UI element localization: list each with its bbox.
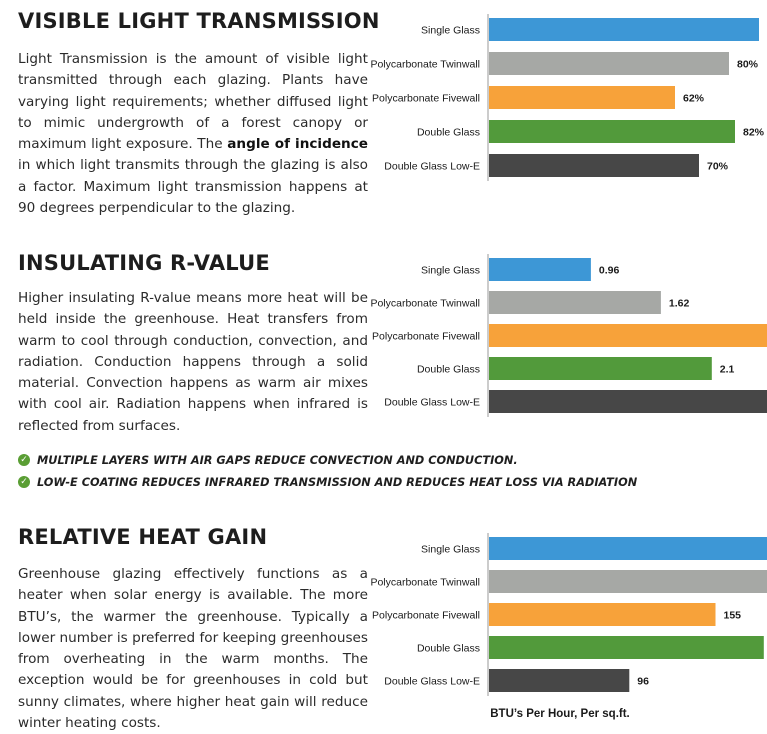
category-label: Double Glass Low-E xyxy=(384,675,480,688)
value-label: 62% xyxy=(683,92,705,105)
category-label: Polycarbonate Fivewall xyxy=(372,609,480,622)
value-label: 80% xyxy=(737,58,759,71)
check-circle-icon: ✓ xyxy=(18,454,30,466)
value-label: 1.62 xyxy=(668,297,690,310)
category-label: Polycarbonate Twinwall xyxy=(370,576,480,589)
category-label: Single Glass xyxy=(421,24,480,37)
category-label: Polycarbonate Fivewall xyxy=(372,92,480,105)
category-label: Double Glass xyxy=(416,126,480,139)
description-text: Light Transmission is the amount of visible light transmitted through each glazing. Plants have varying light requirements; whether diffused light to mimic undergrowth of a forest canopy or maximum light exposure. The xyxy=(18,51,368,153)
bar xyxy=(489,603,716,626)
section-description: Higher insulating R-value means more heat will be held inside the greenhouse. Heat transfers from warm to cool through conduction, convection, and radiation. Conduction happens through a solid material. Convection happens as warm air mixes with cool air. Radiation happens when infrared is reflected from surfaces. xyxy=(18,290,368,434)
bar xyxy=(489,570,767,593)
description-text: in which light transmits through the glazing is also a factor. Maximum light transmission happens at 90 degrees perpendicular to the glazing. xyxy=(18,157,368,217)
section-description: Greenhouse glazing effectively functions as a heater when solar energy is available. The more BTU’s, the warmer the greenhouse. Typically a lower number is preferred for keeping greenhouses from overheating in the warm months. The exception would be for greenhouses in cold but sunny climates, where higher heat gain will reduce winter heating costs. xyxy=(18,566,368,732)
category-label: Double Glass Low-E xyxy=(384,160,480,173)
note-text: LOW-E COATING REDUCES INFRARED TRANSMISSION AND REDUCES HEAT LOSS VIA RADIATION xyxy=(37,475,638,489)
category-label: Polycarbonate Fivewall xyxy=(372,330,480,343)
x-axis-label: BTU’s Per Hour, Per sq.ft. xyxy=(490,708,630,720)
heat-gain-chart xyxy=(370,530,767,730)
category-label: Single Glass xyxy=(421,264,480,277)
value-label: 82% xyxy=(743,126,765,139)
value-label: 0.96 xyxy=(598,264,620,277)
bar xyxy=(489,669,629,692)
category-label: Polycarbonate Twinwall xyxy=(370,58,480,71)
category-label: Polycarbonate Twinwall xyxy=(370,297,480,310)
value-label: 155 xyxy=(723,609,742,622)
value-label: 2.1 xyxy=(719,363,735,376)
section-title: VISIBLE LIGHT TRANSMISSION xyxy=(18,9,380,33)
category-label: Double Glass Low-E xyxy=(384,396,480,409)
section-title: INSULATING R-VALUE xyxy=(18,251,270,275)
value-label: 96 xyxy=(637,675,649,688)
description-emphasis: angle of incidence xyxy=(227,136,368,153)
check-circle-icon: ✓ xyxy=(18,476,30,488)
bar xyxy=(489,636,764,659)
category-label: Single Glass xyxy=(421,543,480,556)
section-title: RELATIVE HEAT GAIN xyxy=(18,525,268,549)
note-text: MULTIPLE LAYERS WITH AIR GAPS REDUCE CONVECTION AND CONDUCTION. xyxy=(37,453,518,467)
bar xyxy=(489,537,767,560)
value-label: 70% xyxy=(707,160,729,173)
category-label: Double Glass xyxy=(416,642,480,655)
category-label: Double Glass xyxy=(416,363,480,376)
